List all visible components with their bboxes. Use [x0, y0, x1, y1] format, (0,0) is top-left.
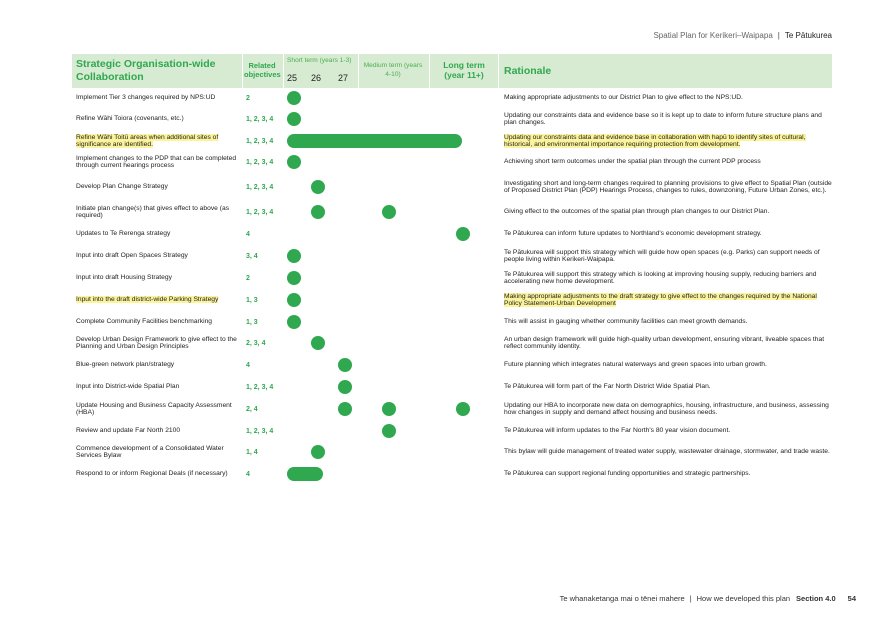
table-row: [72, 266, 832, 290]
timeline-dot: [338, 380, 352, 394]
rationale-cell: Te Pātukurea can support regional funding opportunities and strategic partnerships.: [504, 470, 751, 477]
rationale-cell: [504, 293, 834, 308]
timeline-bar: [287, 134, 462, 148]
objectives-cell: 1, 2, 3, 4: [246, 383, 274, 391]
table-row: [72, 175, 832, 199]
objectives-cell: 4: [246, 361, 250, 369]
rationale-cell: Achieving short term outcomes under the spatial plan through the current PDP process: [504, 158, 761, 165]
rationale-cell: Te Pātukurea will support this strategy which will guide how open spaces (e.g. Parks) can support needs of people living within Kerikeri-Waipapa.: [504, 248, 820, 264]
table-row: [72, 200, 832, 224]
objectives-cell: 3, 4: [246, 252, 258, 260]
timeline-dot: [338, 358, 352, 372]
timeline-bar: [287, 467, 323, 481]
task-cell: Implement changes to the PDP that can be completed through current hearings process: [76, 154, 237, 170]
rationale-cell: Updating our constraints data and evidence base so it is kept up to date to inform future structure plans and plan changes.: [504, 111, 822, 127]
rationale-heading: Rationale: [504, 65, 552, 77]
objectives-cell: 1, 2, 3, 4: [246, 183, 274, 191]
rationale-cell: Making appropriate adjustments to our District Plan to give effect to the NPS:UD.: [504, 94, 743, 101]
timeline-dot: [287, 271, 301, 285]
objectives-cell: 2, 3, 4: [246, 339, 266, 347]
timeline-dot: [287, 155, 301, 169]
rationale-cell: An urban design framework will guide high-quality urban development, ensuring vibrant, liveable spaces that reflect community identity.: [504, 335, 825, 351]
rationale-cell: [504, 134, 834, 149]
table-row: [72, 462, 832, 486]
objectives-cell: 2: [246, 274, 250, 282]
task-cell: Develop Urban Design Framework to give effect to the Planning and Urban Design Principles: [76, 335, 237, 351]
rationale-cell: Te Pātukurea will inform updates to the Far North's 80 year vision document.: [504, 427, 731, 434]
task-cell: Respond to or inform Regional Deals (if necessary): [76, 470, 228, 477]
objectives-cell: 1, 2, 3, 4: [246, 427, 274, 435]
highlight: Refine Wāhi Toitū areas when additional sites of significance are identified.: [76, 133, 219, 149]
timeline-dot: [311, 180, 325, 194]
table-row: [72, 331, 832, 355]
timeline-dot: [287, 293, 301, 307]
timeline-dot: [382, 424, 396, 438]
table-row: [72, 244, 832, 268]
rationale-cell: Future planning which integrates natural waterways and green spaces into urban growth.: [504, 361, 767, 368]
objectives-cell: 2: [246, 94, 250, 102]
timeline-dot: [311, 445, 325, 459]
table-title: Strategic Organisation-wide Collaboration: [76, 58, 216, 83]
rationale-cell: Te Pātukurea will form part of the Far North District Wide Spatial Plan.: [504, 383, 711, 390]
medium-term-heading: Medium term (years 4-10): [363, 62, 423, 78]
table-header: [72, 54, 832, 88]
doc-title: Spatial Plan for Kerikeri–Waipapa: [653, 31, 773, 40]
rationale-cell: Te Pātukurea will support this strategy which is looking at improving housing supply, reducing barriers and accelerating new home development.: [504, 270, 817, 286]
objectives-cell: 1, 3: [246, 318, 258, 326]
objectives-cell: 4: [246, 470, 250, 478]
objectives-cell: 1, 2, 3, 4: [246, 115, 274, 123]
table-row: [72, 375, 832, 399]
timeline-dot: [382, 205, 396, 219]
year-27: 27: [338, 73, 349, 83]
highlight: Updating our constraints data and evidence base in collaboration with hapū to identify sites of cultural, historical, and environmental importance requiring protection from development.: [504, 133, 806, 149]
footer-section: Section 4.0: [796, 594, 836, 603]
task-cell: [76, 134, 241, 149]
objectives-cell: 1, 2, 3, 4: [246, 208, 274, 216]
table-row: [72, 397, 832, 421]
task-cell: Implement Tier 3 changes required by NPS:UD: [76, 94, 216, 101]
objectives-cell: 1, 4: [246, 448, 258, 456]
task-cell: Update Housing and Business Capacity Assessment (HBA): [76, 401, 232, 417]
task-cell: Input into draft Housing Strategy: [76, 274, 172, 281]
table-row: [72, 288, 832, 312]
timeline-dot: [287, 249, 301, 263]
task-cell: Input into draft Open Spaces Strategy: [76, 252, 188, 259]
year-25: 25: [287, 73, 298, 83]
rationale-cell: Giving effect to the outcomes of the spatial plan through plan changes to our District Plan.: [504, 208, 770, 215]
page-header: Spatial Plan for Kerikeri–Waipapa | Te Pātukurea: [653, 31, 832, 40]
task-cell: Develop Plan Change Strategy: [76, 183, 168, 190]
task-cell: [76, 296, 241, 304]
timeline-dot: [287, 112, 301, 126]
rationale-cell: Updating our HBA to incorporate new data on demographics, housing, infrastructure, and business, assessing how changes in supply and demand affect housing and business needs.: [504, 401, 829, 417]
table-row: [72, 150, 832, 174]
table-row: [72, 222, 832, 246]
highlight: Making appropriate adjustments to the draft strategy to give effect to the changes required by the National Policy Statement-Urban Development: [504, 292, 817, 308]
rationale-cell: Investigating short and long-term changes required to planning provisions to give effect to Spatial Plan (outside of Proposed District Plan (PDP) Hearings Process, changes to rules, downzoning, Future Urban Zones, etc.).: [504, 179, 832, 195]
short-term-heading: Short term (years 1-3): [287, 57, 352, 64]
task-cell: Commence development of a Consolidated Water Services Bylaw: [76, 444, 224, 460]
task-cell: Review and update Far North 2100: [76, 427, 181, 434]
table-row: [72, 353, 832, 377]
table-row: [72, 107, 832, 131]
objectives-cell: 1, 2, 3, 4: [246, 137, 274, 145]
rationale-cell: This will assist in gauging whether community facilities can meet growth demands.: [504, 318, 748, 325]
objectives-cell: 2, 4: [246, 405, 258, 413]
task-cell: Blue-green network plan/strategy: [76, 361, 175, 368]
rationale-cell: Te Pātukurea can inform future updates to Northland's economic development strategy.: [504, 230, 762, 237]
highlight: Input into the draft district-wide Parking Strategy: [76, 296, 219, 303]
rationale-cell: This bylaw will guide management of treated water supply, wastewater drainage, stormwater, and trade waste.: [504, 448, 830, 455]
timeline-dot: [382, 402, 396, 416]
timeline-dot: [311, 205, 325, 219]
doc-subtitle: Te Pātukurea: [784, 31, 832, 40]
page-number: 54: [847, 594, 856, 603]
objectives-cell: 1, 2, 3, 4: [246, 158, 274, 166]
year-26: 26: [311, 73, 322, 83]
timeline-dot: [311, 336, 325, 350]
footer-title: Te whanaketanga mai o tēnei mahere: [559, 594, 685, 603]
objectives-cell: 4: [246, 230, 250, 238]
timeline-dot: [456, 402, 470, 416]
footer-section-text: How we developed this plan: [696, 594, 791, 603]
task-cell: Initiate plan change(s) that gives effect to above (as required): [76, 204, 230, 220]
objectives-cell: 1, 3: [246, 296, 258, 304]
timeline-dot: [338, 402, 352, 416]
page-footer: Te whanaketanga mai o tēnei mahere | How we developed this plan Section 4.0 54: [559, 594, 856, 603]
table-row: [72, 440, 832, 464]
task-cell: Refine Wāhi Toiora (covenants, etc.): [76, 115, 184, 122]
long-term-heading: Long term (year 11+): [443, 60, 485, 80]
task-cell: Updates to Te Rerenga strategy: [76, 230, 171, 237]
related-objectives-heading: Related objectives: [244, 61, 281, 79]
timeline-dot: [287, 91, 301, 105]
timeline-dot: [287, 315, 301, 329]
timeline-dot: [456, 227, 470, 241]
task-cell: Complete Community Facilities benchmarking: [76, 318, 213, 325]
task-cell: Input into District-wide Spatial Plan: [76, 383, 180, 390]
